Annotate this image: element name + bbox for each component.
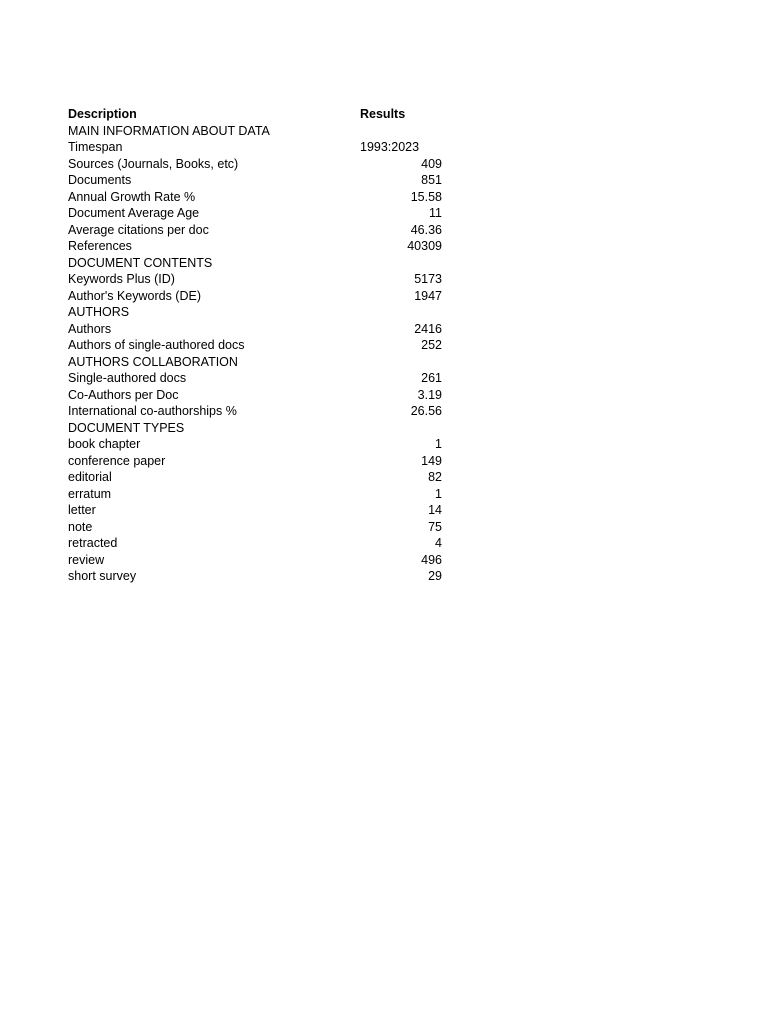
data-table xyxy=(68,106,448,585)
row-description: Sources (Journals, Books, etc) xyxy=(68,156,239,171)
table-row xyxy=(68,205,448,222)
table-row xyxy=(68,222,448,239)
table-row xyxy=(68,535,448,552)
table-row xyxy=(68,354,448,371)
description-header: Description xyxy=(68,107,137,121)
row-result: 4 xyxy=(435,536,442,550)
row-result: 26.56 xyxy=(410,404,442,418)
table-row xyxy=(68,156,448,173)
row-description: letter xyxy=(68,503,96,517)
row-result: 29 xyxy=(428,569,442,583)
row-description: erratum xyxy=(68,486,112,501)
row-result: 1 xyxy=(435,486,442,501)
row-result: 1 xyxy=(435,437,442,451)
row-description: Keywords Plus (ID) xyxy=(68,272,175,286)
row-description: Document Average Age xyxy=(68,206,200,220)
row-description: DOCUMENT TYPES xyxy=(68,420,185,435)
table-row xyxy=(68,420,448,437)
row-description: note xyxy=(68,519,93,534)
table-row xyxy=(68,370,448,387)
row-description: DOCUMENT CONTENTS xyxy=(68,255,213,270)
row-result: 252 xyxy=(421,338,442,352)
row-result: 1947 xyxy=(414,288,442,303)
table-row xyxy=(68,123,448,140)
table-row xyxy=(68,387,448,404)
row-description: conference paper xyxy=(68,453,166,468)
row-description: Timespan xyxy=(68,140,123,154)
row-result: 15.58 xyxy=(410,189,442,204)
row-result: 82 xyxy=(428,470,442,484)
row-result: 3.19 xyxy=(417,387,442,402)
row-description: Single-authored docs xyxy=(68,371,187,385)
table-row xyxy=(68,288,448,305)
row-result: 5173 xyxy=(414,272,442,286)
row-description: References xyxy=(68,239,132,253)
table-row xyxy=(68,139,448,156)
table-row xyxy=(68,519,448,536)
table-row xyxy=(68,436,448,453)
table-row xyxy=(68,453,448,470)
row-description: Documents xyxy=(68,173,132,187)
row-result: 496 xyxy=(421,552,442,567)
row-result: 851 xyxy=(421,173,442,187)
row-result: 14 xyxy=(428,503,442,517)
row-description: Author's Keywords (DE) xyxy=(68,288,201,303)
table-row xyxy=(68,172,448,189)
row-description: Average citations per doc xyxy=(68,222,209,237)
table-row xyxy=(68,189,448,206)
row-description: short survey xyxy=(68,569,137,583)
table-row xyxy=(68,271,448,288)
row-description: MAIN INFORMATION ABOUT DATA xyxy=(68,123,270,138)
row-description: Authors of single-authored docs xyxy=(68,338,245,352)
row-description: editorial xyxy=(68,470,112,484)
row-description: retracted xyxy=(68,536,118,550)
row-result: 75 xyxy=(428,519,442,534)
row-description: Co-Authors per Doc xyxy=(68,387,179,402)
row-result: 1993:2023 xyxy=(360,140,420,154)
row-description: Annual Growth Rate % xyxy=(68,189,196,204)
table-header-row xyxy=(68,106,448,123)
row-description: review xyxy=(68,552,105,567)
table-row xyxy=(68,337,448,354)
row-result: 40309 xyxy=(407,239,442,253)
row-description: book chapter xyxy=(68,437,141,451)
row-result: 409 xyxy=(421,156,442,171)
results-header: Results xyxy=(360,107,406,121)
table-row xyxy=(68,304,448,321)
row-description: AUTHORS xyxy=(68,305,130,319)
row-description: International co-authorships % xyxy=(68,404,237,418)
row-result: 11 xyxy=(429,206,442,220)
table-row xyxy=(68,552,448,569)
row-result: 261 xyxy=(421,371,442,385)
row-description: Authors xyxy=(68,321,112,336)
row-result: 2416 xyxy=(414,321,442,336)
table-row xyxy=(68,255,448,272)
table-row xyxy=(68,469,448,486)
row-result: 46.36 xyxy=(410,222,442,237)
table-row xyxy=(68,568,448,585)
table-row xyxy=(68,321,448,338)
table-row xyxy=(68,238,448,255)
row-result: 149 xyxy=(421,453,442,468)
table-row xyxy=(68,502,448,519)
table-row xyxy=(68,486,448,503)
table-row xyxy=(68,403,448,420)
row-description: AUTHORS COLLABORATION xyxy=(68,354,238,369)
